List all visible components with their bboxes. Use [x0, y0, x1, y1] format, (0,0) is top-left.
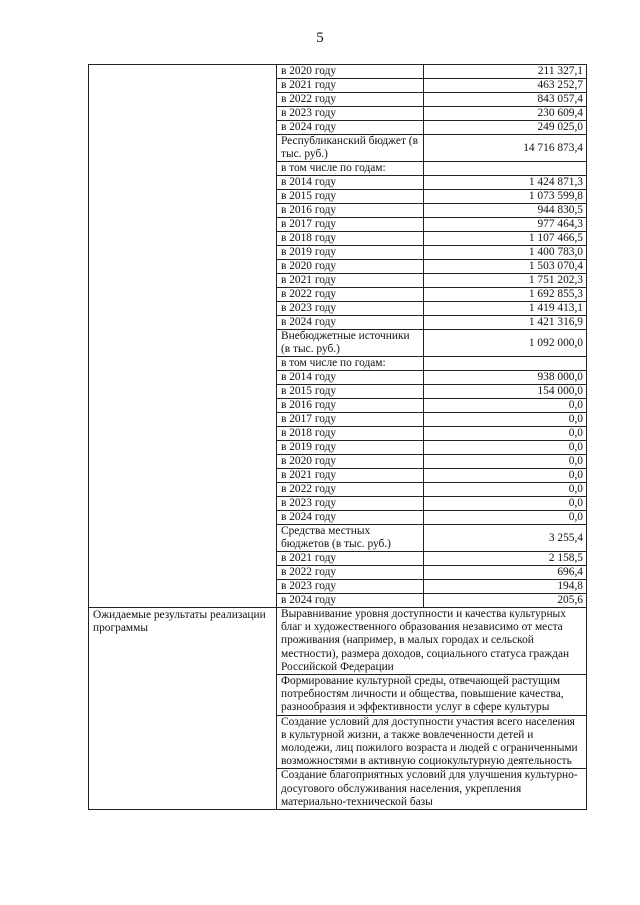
- finance-label: в 2020 году: [277, 65, 424, 79]
- finance-label: Средства местных бюджетов (в тыс. руб.): [277, 525, 424, 552]
- finance-label: в 2023 году: [277, 302, 424, 316]
- finance-value: 1 692 855,3: [424, 288, 587, 302]
- finance-value: 211 327,1: [424, 65, 587, 79]
- results-section: [89, 608, 587, 810]
- finance-label: в 2016 году: [277, 399, 424, 413]
- finance-value: 154 000,0: [424, 385, 587, 399]
- finance-label: в 2018 году: [277, 427, 424, 441]
- finance-value: 1 751 202,3: [424, 274, 587, 288]
- passport-table: [88, 64, 587, 810]
- finance-label: в 2019 году: [277, 441, 424, 455]
- finance-label: в 2024 году: [277, 511, 424, 525]
- finance-value: 249 025,0: [424, 121, 587, 135]
- finance-label: в том числе по годам:: [277, 357, 424, 371]
- finance-value: 0,0: [424, 441, 587, 455]
- finance-label: в 2024 году: [277, 316, 424, 330]
- finance-value: 1 424 871,3: [424, 176, 587, 190]
- finance-label: в 2014 году: [277, 371, 424, 385]
- table-row: [89, 608, 587, 675]
- finance-label: в 2019 году: [277, 246, 424, 260]
- results-title: Ожидаемые результаты реализации программы: [89, 608, 277, 810]
- finance-value: 2 158,5: [424, 552, 587, 566]
- finance-value: 463 252,7: [424, 79, 587, 93]
- finance-label: в 2014 году: [277, 176, 424, 190]
- result-item: Выравнивание уровня доступности и качества культурных благ и художественного образования независимо от места проживания (например, в малых городах и сельской местности), размера доходов, социального статуса граждан Российской Федерации: [277, 608, 587, 675]
- finance-label: в 2015 году: [277, 190, 424, 204]
- finance-value: 1 421 316,9: [424, 316, 587, 330]
- finance-value: 843 057,4: [424, 93, 587, 107]
- finance-label: Внебюджетные источники (в тыс. руб.): [277, 330, 424, 357]
- finance-label: в 2021 году: [277, 79, 424, 93]
- finance-value: 938 000,0: [424, 371, 587, 385]
- finance-value: 1 107 466,5: [424, 232, 587, 246]
- finance-value: 230 609,4: [424, 107, 587, 121]
- finance-label: в 2017 году: [277, 218, 424, 232]
- finance-value: 1 419 413,1: [424, 302, 587, 316]
- finance-label: в 2018 году: [277, 232, 424, 246]
- finance-value: 14 716 873,4: [424, 135, 587, 162]
- finance-value: 0,0: [424, 483, 587, 497]
- finance-label: в 2023 году: [277, 107, 424, 121]
- finance-value: [424, 162, 587, 176]
- finance-label: в 2021 году: [277, 469, 424, 483]
- finance-label: в 2024 году: [277, 594, 424, 608]
- finance-value: 1 503 070,4: [424, 260, 587, 274]
- finance-value: 0,0: [424, 511, 587, 525]
- page-number: 5: [316, 30, 324, 46]
- finance-value: 1 092 000,0: [424, 330, 587, 357]
- finance-label: Республиканский бюджет (в тыс. руб.): [277, 135, 424, 162]
- finance-value: [424, 357, 587, 371]
- finance-label: в 2023 году: [277, 497, 424, 511]
- finance-value: 696,4: [424, 566, 587, 580]
- finance-value: 3 255,4: [424, 525, 587, 552]
- finance-label: в 2022 году: [277, 288, 424, 302]
- finance-value: 944 830,5: [424, 204, 587, 218]
- finance-value: 205,6: [424, 594, 587, 608]
- finance-label: в 2023 году: [277, 580, 424, 594]
- finance-value: 194,8: [424, 580, 587, 594]
- result-item: Создание благоприятных условий для улучшения культурно-досугового обслуживания населения, укрепления материально-технической базы: [277, 769, 587, 810]
- result-item: Создание условий для доступности участия всего населения в культурной жизни, а также вовлеченности детей и молодежи, лиц пожилого возраста и людей с ограниченными возможностями в активную социокультурную деятельность: [277, 715, 587, 769]
- empty-label-cell: [89, 65, 277, 608]
- finance-label: в 2022 году: [277, 93, 424, 107]
- finance-label: в 2022 году: [277, 566, 424, 580]
- finance-value: 977 464,3: [424, 218, 587, 232]
- finance-value: 1 400 783,0: [424, 246, 587, 260]
- finance-label: в 2021 году: [277, 552, 424, 566]
- finance-value: 1 073 599,8: [424, 190, 587, 204]
- finance-value: 0,0: [424, 455, 587, 469]
- finance-value: 0,0: [424, 469, 587, 483]
- finance-label: в 2024 году: [277, 121, 424, 135]
- finance-label: в том числе по годам:: [277, 162, 424, 176]
- finance-value: 0,0: [424, 399, 587, 413]
- finance-label: в 2021 году: [277, 274, 424, 288]
- finance-value: 0,0: [424, 427, 587, 441]
- table-row: [89, 65, 587, 79]
- result-item: Формирование культурной среды, отвечающей растущим потребностям личности и общества, повышение качества, разнообразия и эффективности услуг в сфере культуры: [277, 675, 587, 716]
- finance-value: 0,0: [424, 413, 587, 427]
- finance-label: в 2016 году: [277, 204, 424, 218]
- finance-label: в 2020 году: [277, 455, 424, 469]
- finance-label: в 2015 году: [277, 385, 424, 399]
- finance-value: 0,0: [424, 497, 587, 511]
- finance-label: в 2020 году: [277, 260, 424, 274]
- finance-label: в 2017 году: [277, 413, 424, 427]
- finance-label: в 2022 году: [277, 483, 424, 497]
- finance-section: [89, 65, 587, 608]
